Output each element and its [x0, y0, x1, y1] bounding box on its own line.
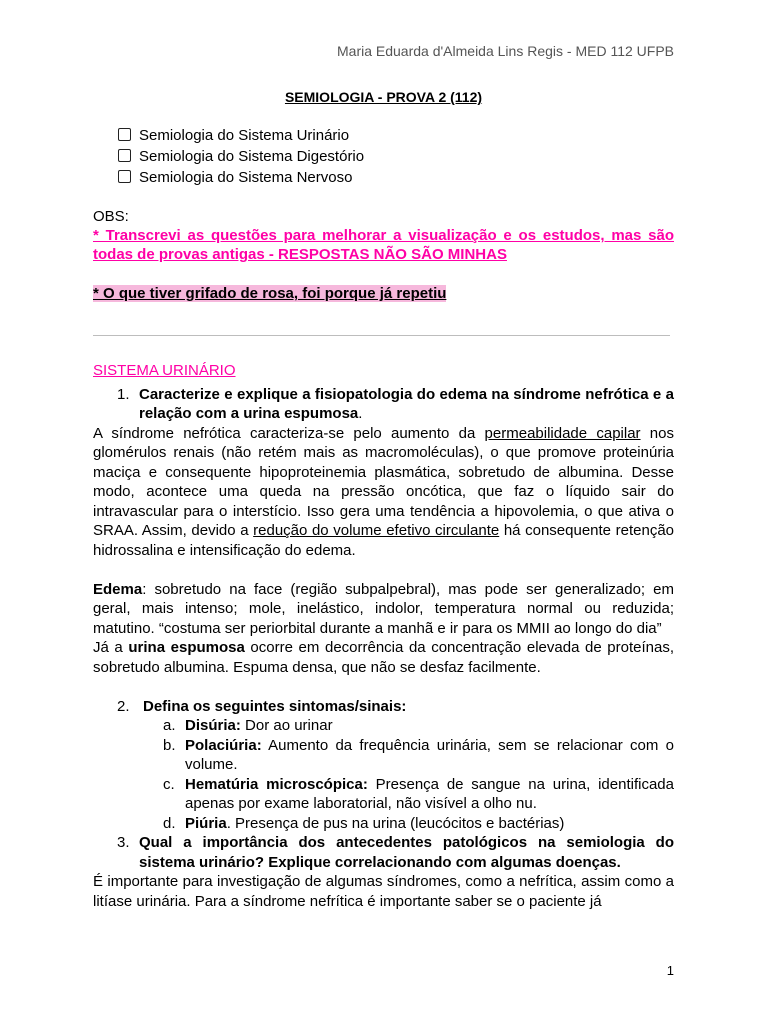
list-item: d. Piúria. Presença de pus na urina (leucócitos e bactérias) [163, 814, 565, 832]
answer-paragraph: É importante para investigação de algumas síndromes, como a nefrítica, assim como a litíase urinária. Para a síndrome nefrítica é importante saber se o paciente já [93, 873, 674, 910]
page-number: 1 [666, 963, 674, 978]
checkbox-icon[interactable] [118, 128, 131, 141]
document-title: SEMIOLOGIA - PROVA 2 (112) [284, 89, 483, 105]
edema-paragraph: Edema: sobretudo na face (região subpalpebral), mas pode ser generalizado; em geral, mais intenso; mole, inelástico, indolor, temperatura normal ou reduzida; matutino. “costuma ser periorbital durante a manhã e ir para os MMII ao longo do dia” [93, 580, 674, 637]
checklist-item[interactable]: Semiologia do Sistema Urinário [118, 126, 364, 147]
question-2 [93, 697, 674, 717]
question-text: Caracterize e explique a fisiopatologia do edema na síndrome nefrótica e a relação com a urina espumosa [139, 385, 674, 422]
question-number: 1. [117, 385, 130, 403]
obs-note-repeated: * O que tiver grifado de rosa, foi porque já repetiu [93, 285, 447, 302]
obs-label: OBS: [93, 208, 129, 225]
list-item: a. Disúria: Dor ao urinar [163, 717, 333, 734]
checkbox-icon[interactable] [118, 149, 131, 162]
obs-block [93, 207, 674, 303]
divider [93, 335, 670, 336]
checkbox-icon[interactable] [118, 170, 131, 183]
urina-paragraph: Já a urina espumosa ocorre em decorrência da concentração elevada de proteínas, sobretudo albumina. Espuma densa, que não se desfaz facilmente. [93, 639, 674, 676]
question-3 [93, 833, 674, 872]
page-header: Maria Eduarda d'Almeida Lins Regis - MED 112 UFPB [337, 43, 674, 59]
question-number: 3. [117, 834, 130, 851]
topic-checklist [118, 126, 364, 189]
question-1: 1. Caracterize e explique a fisiopatologia do edema na síndrome nefrótica e a relação com a urina espumosa. [117, 385, 674, 422]
section-title: SISTEMA URINÁRIO [93, 362, 236, 379]
content [93, 361, 674, 911]
question-text: Defina os seguintes sintomas/sinais: [143, 697, 407, 715]
question-number: 2. [117, 697, 130, 715]
checklist-item[interactable]: Semiologia do Sistema Nervoso [118, 168, 364, 189]
list-item: c. Hematúria microscópica: Presença de sangue na urina, identificada apenas por exame laboratorial, não visível a olho nu. [163, 775, 674, 812]
list-item: b. Polaciúria: Aumento da frequência urinária, sem se relacionar com o volume. [163, 736, 674, 773]
obs-note-transcription: * Transcrevi as questões para melhorar a visualização e os estudos, mas são todas de provas antigas - RESPOSTAS NÃO SÃO MINHAS [93, 227, 674, 263]
checklist-item[interactable]: Semiologia do Sistema Digestório [118, 147, 364, 168]
question-text: Qual a importância dos antecedentes patológicos na semiologia do sistema urinário? Explique correlacionando com algumas doenças. [139, 834, 674, 871]
answer-paragraph: A síndrome nefrótica caracteriza-se pelo aumento da permeabilidade capilar nos glomérulos renais (não retém mais as macromoléculas), o que promove proteinúria maciça e consequente hipoproteinemia plasmática, sobretudo de albumina. Desse modo, acontece uma queda na pressão oncótica, que faz o líquido sair do intravascular para o interstício. Isso gera uma tendência a hipovolemia, o que ativa o SRAA. Assim, devido a redução do volume efetivo circulante há consequente retenção hidrossalina e intensificação do edema. [93, 424, 674, 559]
